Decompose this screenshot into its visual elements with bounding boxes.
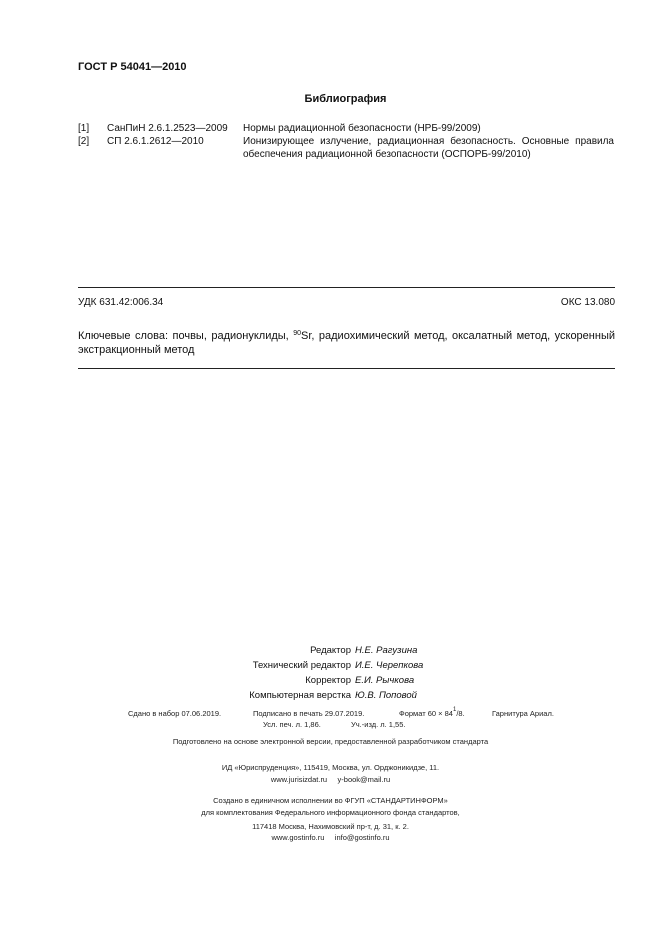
print-format-slash: / (456, 709, 459, 718)
keywords-text-end: , радиохимический метод, оксалатный метод, ускоренный экстракционный метод (78, 330, 615, 356)
print-format-tail: 8 (458, 709, 463, 718)
credit-name: Ю.В. Поповой (355, 690, 417, 701)
oks-code: ОКС 13.080 (560, 297, 615, 308)
bibliography-item-code: СП 2.6.1.2612—2010 (107, 136, 204, 147)
bibliography-item-description: Нормы радиационной безопасности (НРБ-99/2009) (243, 123, 481, 134)
credit-label: Редактор (310, 645, 351, 656)
print-usl: Усл. печ. л. 1,86. (263, 720, 321, 729)
divider-top (78, 287, 615, 288)
credit-label: Технический редактор (252, 660, 351, 671)
print-format-prefix: Формат 60 × 84 (399, 709, 453, 718)
bibliography-item (0, 122, 661, 136)
publisher-line-1: ИД «Юриспруденция», 115419, Москва, ул. Орджоникидзе, 11. (221, 763, 440, 772)
publisher-line-5: 117418 Москва, Нахимовский пр-т, д. 31, к. 2. (252, 822, 409, 831)
credit-layout (0, 688, 661, 703)
publisher-line-3: Создано в единичном исполнении во ФГУП «СТАНДАРТИНФОРМ» (213, 796, 448, 805)
bibliography-item-number: [2] (78, 136, 90, 147)
credit-tech-editor (0, 658, 661, 673)
print-format: Формат $60 \times 84^1/8$. (399, 707, 465, 718)
publisher-line-6: www.gostinfo.ru info@gostinfo.ru (271, 833, 390, 842)
credit-corrector (0, 673, 661, 688)
print-signed: Подписано в печать 29.07.2019. (253, 709, 365, 718)
credit-name: И.Е. Черепкова (355, 660, 424, 671)
publisher-line-4: для комплектования Федерального информационного фонда стандартов, (201, 808, 460, 817)
credit-name: Е.И. Рычкова (355, 675, 415, 686)
document-code-header: ГОСТ Р 54041—2010 (78, 61, 187, 73)
credits-block (0, 643, 661, 703)
bibliography-item (0, 135, 661, 163)
print-submitted: Сдано в набор 07.06.2019. (128, 709, 222, 718)
preparation-note: Подготовлено на основе электронной версии, предоставленной разработчиком стандарта (172, 737, 489, 746)
credit-editor (0, 643, 661, 658)
bibliography-title: Библиография (304, 93, 387, 105)
publisher-line-2: www.jurisizdat.ru y-book@mail.ru (270, 775, 391, 784)
bibliography-item-number: [1] (78, 123, 90, 134)
keywords-text-start: Ключевые слова: почвы, радионуклиды, (78, 330, 294, 342)
divider-bottom (78, 368, 615, 369)
print-typeface: Гарнитура Ариал. (492, 709, 554, 718)
credit-name: Н.Е. Рагузина (355, 645, 418, 656)
credit-label: Компьютерная верстка (249, 690, 351, 701)
udk-code: УДК 631.42:006.34 (78, 297, 164, 308)
credit-label: Корректор (305, 675, 351, 686)
bibliography-item-description: Ионизирующее излучение, радиационная безопасность. Основные правила обеспечения радиационной безопасности (ОСПОРБ-99/2010) (243, 136, 614, 160)
isotope-element: Sr (300, 330, 312, 342)
print-format-sup: 1 (452, 707, 457, 713)
bibliography-item-code: СанПиН 2.6.1.2523—2009 (107, 123, 228, 134)
print-uch: Уч.-изд. л. 1,55. (351, 720, 406, 729)
keywords-paragraph (78, 329, 615, 357)
isotope-mass-number: 90 (293, 330, 301, 337)
